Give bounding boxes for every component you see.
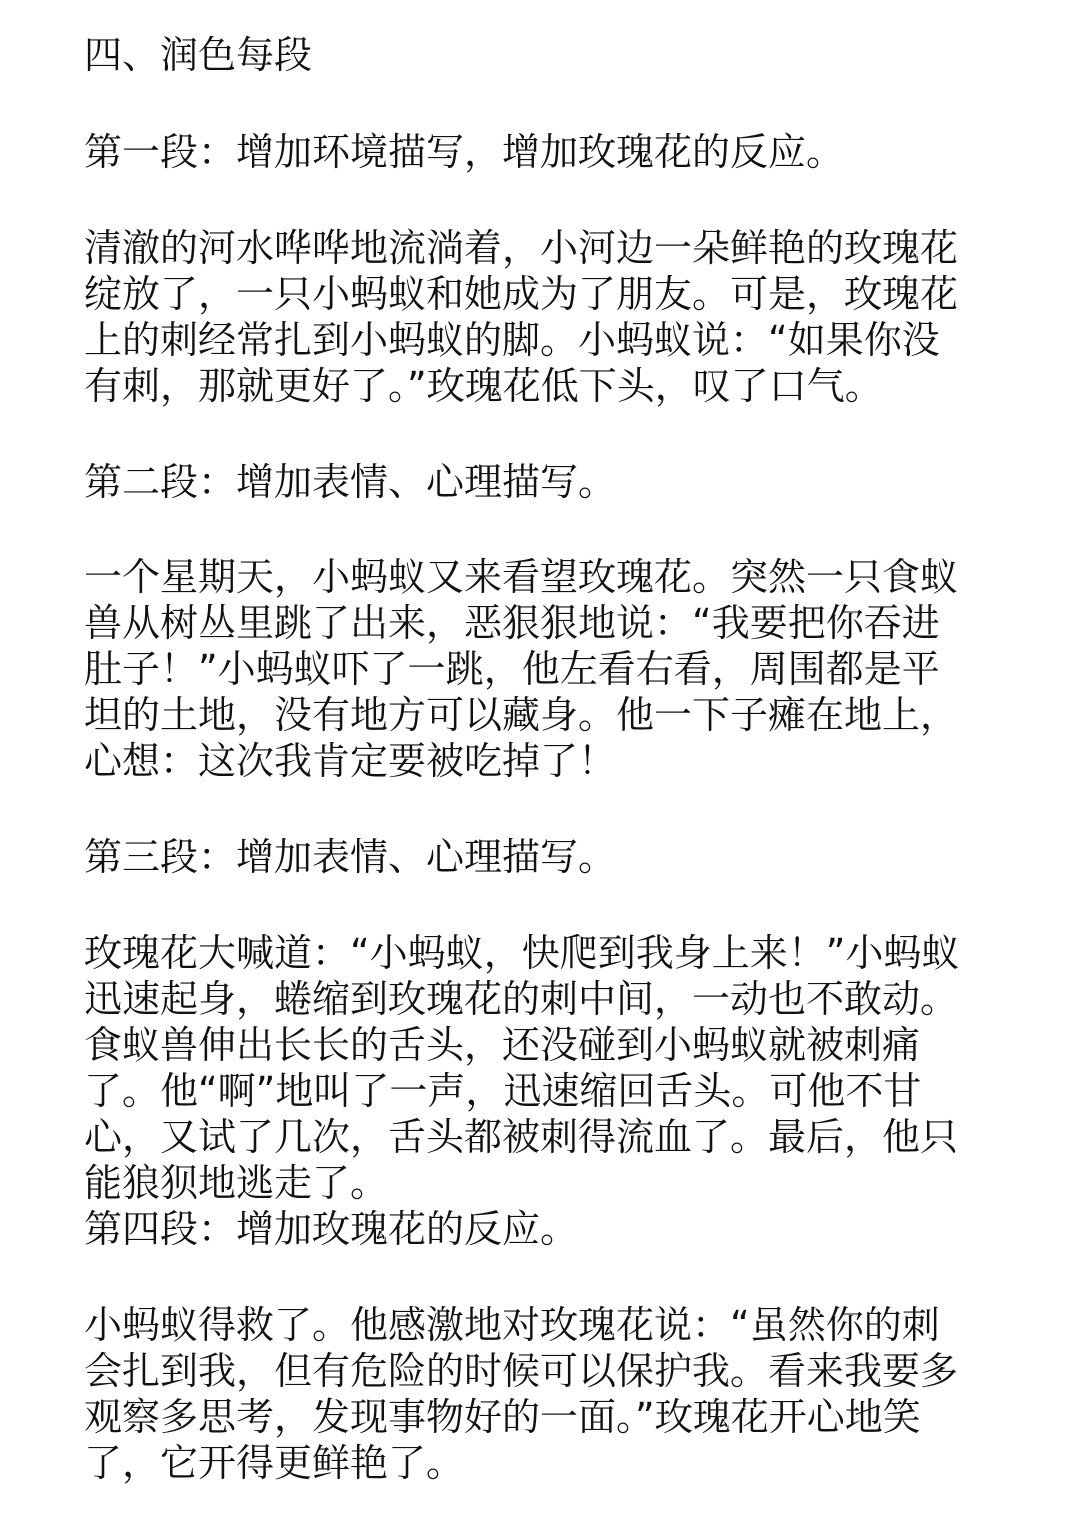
section-3-line-2: 迅速起身，蜷缩到玫瑰花的刺中间，一动也不敢动。 xyxy=(84,977,959,1021)
section-1-label: 第一段：增加环境描写，增加玫瑰花的反应。 xyxy=(84,130,845,174)
section-2-line-3: 肚子！”小蚂蚁吓了一跳，他左看右看，周围都是平 xyxy=(84,647,940,691)
section-1-line-2: 绽放了，一只小蚂蚁和她成为了朋友。可是，玫瑰花 xyxy=(84,272,959,316)
section-1-line-1: 清澈的河水哗哗地流淌着，小河边一朵鲜艳的玫瑰花 xyxy=(84,226,959,270)
section-3-line-4: 了。他“啊”地叫了一声，迅速缩回舌头。可他不甘 xyxy=(84,1069,922,1113)
section-2-line-1: 一个星期天，小蚂蚁又来看望玫瑰花。突然一只食蚁 xyxy=(84,555,959,599)
section-3-line-3: 食蚁兽伸出长长的舌头，还没碰到小蚂蚁就被刺痛 xyxy=(84,1023,921,1067)
section-2-line-4: 坦的土地，没有地方可以藏身。他一下子瘫在地上， xyxy=(84,693,959,737)
section-4-line-1: 小蚂蚁得救了。他感激地对玫瑰花说：“虽然你的刺 xyxy=(84,1303,940,1347)
section-4-line-3: 观察多思考，发现事物好的一面。”玫瑰花开心地笑 xyxy=(84,1395,921,1439)
section-3-line-1: 玫瑰花大喊道：“小蚂蚁，快爬到我身上来！”小蚂蚁 xyxy=(84,931,960,975)
section-1-line-3: 上的刺经常扎到小蚂蚁的脚。小蚂蚁说：“如果你没 xyxy=(84,318,940,362)
section-2-line-5: 心想：这次我肯定要被吃掉了！ xyxy=(84,739,617,783)
document-heading: 四、润色每段 xyxy=(84,33,313,77)
section-2-line-2: 兽从树丛里跳了出来，恶狠狠地说：“我要把你吞进 xyxy=(84,601,940,645)
section-2-label: 第二段：增加表情、心理描写。 xyxy=(84,460,617,504)
section-4-label: 第四段：增加玫瑰花的反应。 xyxy=(84,1207,579,1251)
section-3-label: 第三段：增加表情、心理描写。 xyxy=(84,835,617,879)
section-3-line-5: 心，又试了几次，舌头都被刺得流血了。最后，他只 xyxy=(84,1115,959,1159)
section-1-line-4: 有刺，那就更好了。”玫瑰花低下头，叹了口气。 xyxy=(84,364,883,408)
section-4-line-4: 了，它开得更鲜艳了。 xyxy=(84,1441,465,1485)
section-4-line-2: 会扎到我，但有危险的时候可以保护我。看来我要多 xyxy=(84,1349,959,1393)
section-3-line-6: 能狼狈地逃走了。 xyxy=(84,1161,389,1205)
